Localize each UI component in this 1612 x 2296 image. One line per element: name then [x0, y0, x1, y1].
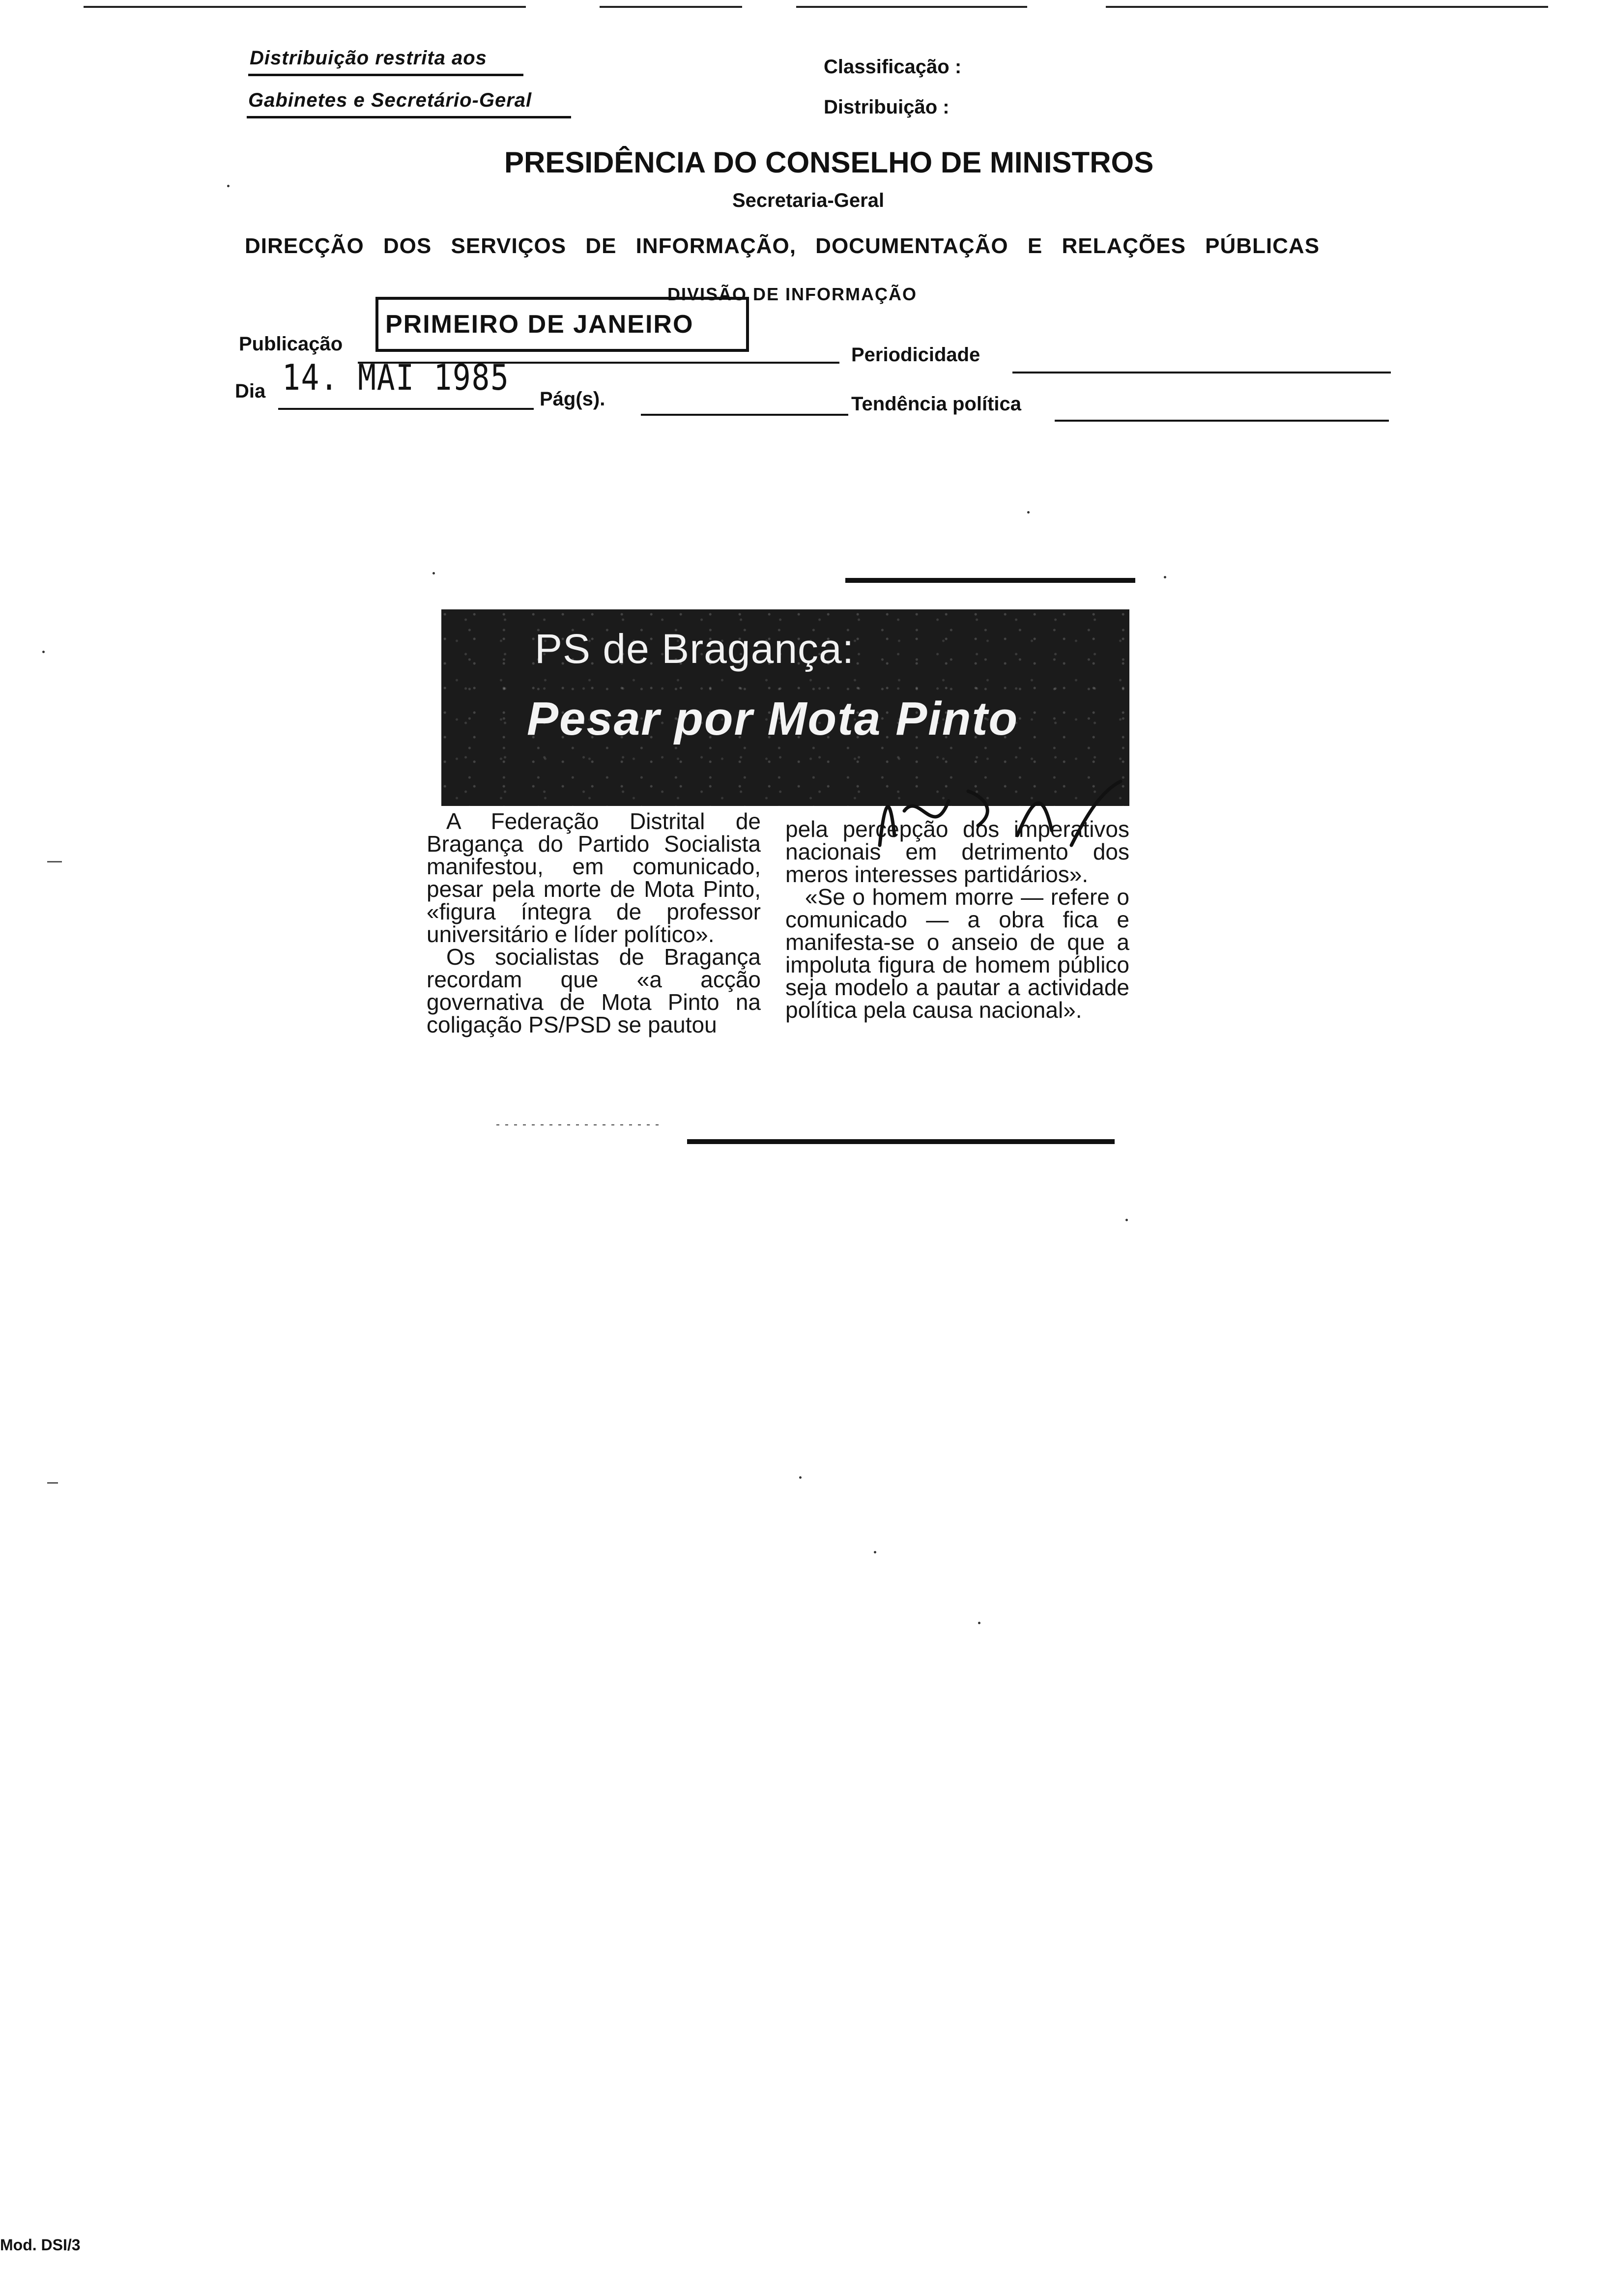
clipping-headline-1: PS de Bragança: [535, 626, 855, 672]
restricted-underline-1 [248, 74, 523, 76]
publicacao-value: PRIMEIRO DE JANEIRO [385, 310, 694, 339]
clipping-bottom-dots [496, 1124, 663, 1125]
restricted-distribution-line1: Distribuição restrita aos [250, 47, 487, 69]
scan-speck [432, 572, 435, 574]
dia-line [278, 408, 534, 410]
classificacao-label: Classificação : [824, 56, 962, 78]
scan-edge-mark [47, 1482, 58, 1484]
clipping-col2-paragraph-2: «Se o homem morre — refere o comunicado — a obra fica e manifesta-se o anseio de que a impoluta figura de homem público seja modelo a pautar a actividade política pela causa nacional». [785, 884, 1129, 1023]
clipping-bottom-rule [687, 1139, 1115, 1144]
clipping-column-1 [427, 810, 761, 1036]
dia-label: Dia [235, 380, 266, 402]
page-subtitle: Secretaria-Geral [732, 190, 885, 211]
scan-edge-line [84, 6, 526, 8]
tendencia-line [1055, 420, 1389, 422]
scan-speck [227, 185, 230, 187]
periodicidade-label: Periodicidade [851, 344, 980, 366]
scan-speck [874, 1551, 876, 1553]
scan-speck [799, 1476, 802, 1479]
form-code: Mod. DSI/3 [0, 2236, 81, 2254]
publicacao-stamp [375, 297, 749, 352]
scan-speck [978, 1622, 980, 1624]
scan-edge-mark [47, 861, 62, 862]
scan-speck [1164, 576, 1166, 578]
clipping-top-rule [845, 578, 1135, 583]
direccao-line: DIRECÇÃO DOS SERVIÇOS DE INFORMAÇÃO, DOCUMENTAÇÃO E RELAÇÕES PÚBLICAS [245, 234, 1320, 258]
handwritten-mark [875, 772, 1140, 850]
tendencia-label: Tendência política [851, 393, 1021, 415]
dia-value: 14. MAI 1985 [282, 357, 510, 398]
clipping-headline-2: Pesar por Mota Pinto [527, 692, 1019, 745]
clipping-col1-paragraph-1: A Federação Distrital de Bragança do Partido Socialista manifestou, em comunicado, pesar pela morte de Mota Pinto, «figura íntegra de professor universitário e líder político». [427, 808, 761, 947]
pags-line [641, 414, 848, 416]
scan-speck [42, 651, 45, 653]
publicacao-label: Publicação [239, 333, 343, 355]
clipping-col1-paragraph-2: Os socialistas de Bragança recordam que «a acção governativa de Mota Pinto na coligação PS/PSD se pautou [427, 944, 761, 1037]
scan-edge-line [796, 6, 1027, 8]
pags-label: Pág(s). [540, 388, 605, 410]
page-title: PRESIDÊNCIA DO CONSELHO DE MINISTROS [504, 146, 1154, 179]
scan-speck [1125, 1219, 1128, 1221]
scan-edge-line [1106, 6, 1548, 8]
scan-speck [1027, 511, 1030, 514]
distribuicao-label: Distribuição : [824, 96, 950, 118]
periodicidade-line [1012, 372, 1391, 373]
clipping-col2-paragraph-1: pela percepção dos imperativos nacionais em detrimento dos meros interesses partidários». [785, 816, 1129, 887]
restricted-distribution-line2: Gabinetes e Secretário-Geral [248, 89, 532, 111]
divisao-line: DIVISÃO DE INFORMAÇÃO [667, 284, 918, 304]
scan-edge-line [600, 6, 742, 8]
restricted-underline-2 [247, 116, 571, 118]
